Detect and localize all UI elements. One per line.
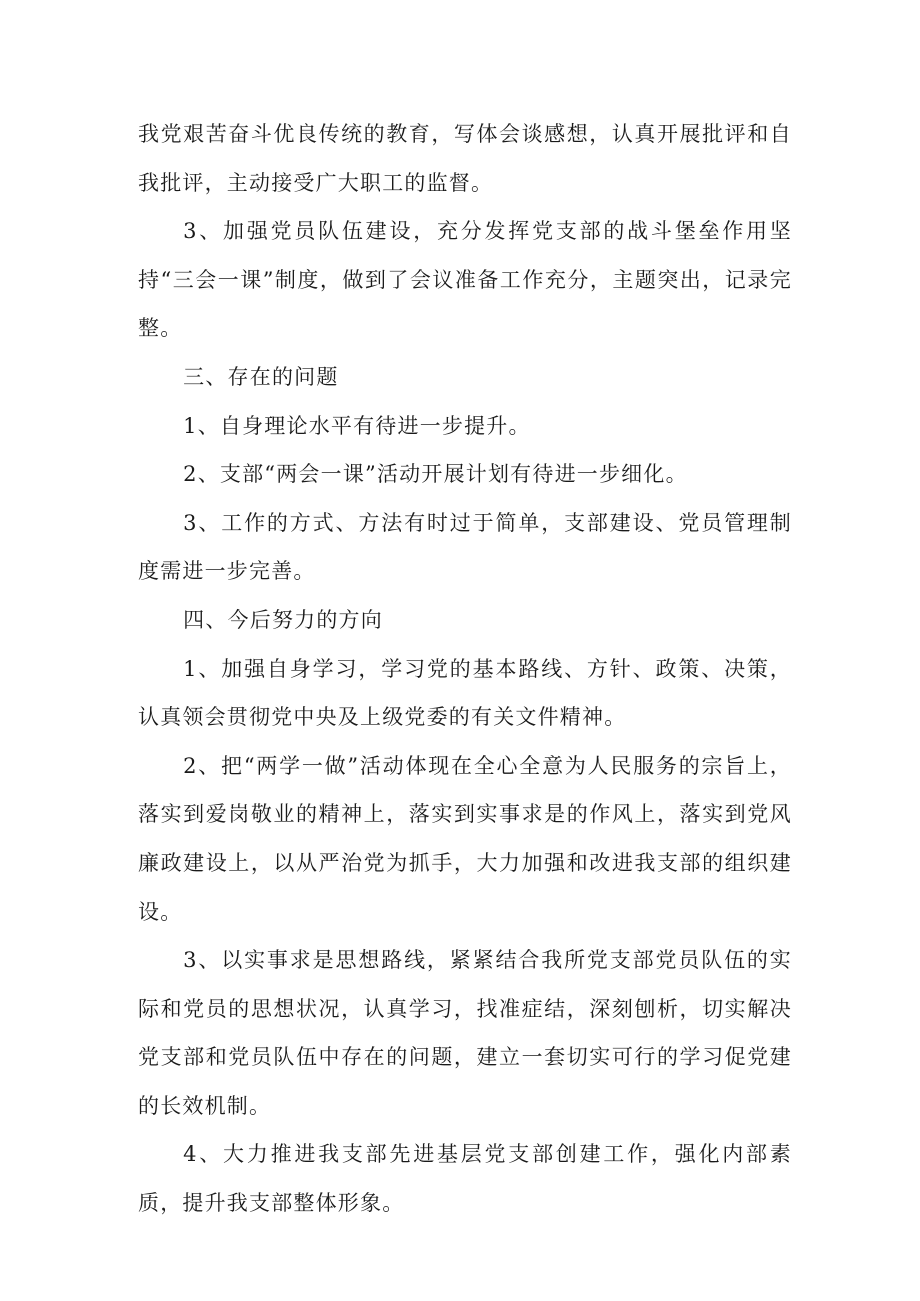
- paragraph-problem-1: 1、自身理论水平有待进一步提升。: [183, 413, 531, 438]
- paragraph-problem-2: 2、支部“两会一课”活动开展计划有待进一步细化。: [183, 462, 688, 487]
- section-heading-future-direction: 四、今后努力的方向: [183, 607, 383, 632]
- paragraph-problem-3: 3、工作的方式、方法有时过于简单，支部建设、党员管理制度需进一步完善。: [138, 510, 792, 584]
- document-body: [138, 110, 792, 1228]
- paragraph-direction-2: 2、把“两学一做”活动体现在全心全意为人民服务的宗旨上，落实到爱岗敬业的精神上，落实到实事求是的作风上，落实到党风廉政建设上，以从严治党为抓手，大力加强和改进我支部的组织建设。: [138, 753, 792, 924]
- section-heading-problems: 三、存在的问题: [183, 364, 339, 389]
- paragraph-direction-3: 3、以实事求是思想路线，紧紧结合我所党支部党员队伍的实际和党员的思想状况，认真学习，找准症结，深刻刨析，切实解决党支部和党员队伍中存在的问题，建立一套切实可行的学习促党建的长效机制。: [138, 948, 792, 1118]
- paragraph-direction-1: 1、加强自身学习，学习党的基本路线、方针、政策、决策，认真领会贯彻党中央及上级党委的有关文件精神。: [138, 656, 792, 730]
- paragraph-direction-4: 4、大力推进我支部先进基层党支部创建工作，强化内部素质，提升我支部整体形象。: [138, 1142, 792, 1216]
- paragraph-continuation: 我党艰苦奋斗优良传统的教育，写体会谈感想，认真开展批评和自我批评，主动接受广大职工的监督。: [138, 122, 792, 195]
- paragraph-item-3-party-building: 3、加强党员队伍建设，充分发挥党支部的战斗堡垒作用坚持“三会一课”制度，做到了会议准备工作充分，主题突出，记录完整。: [138, 219, 792, 341]
